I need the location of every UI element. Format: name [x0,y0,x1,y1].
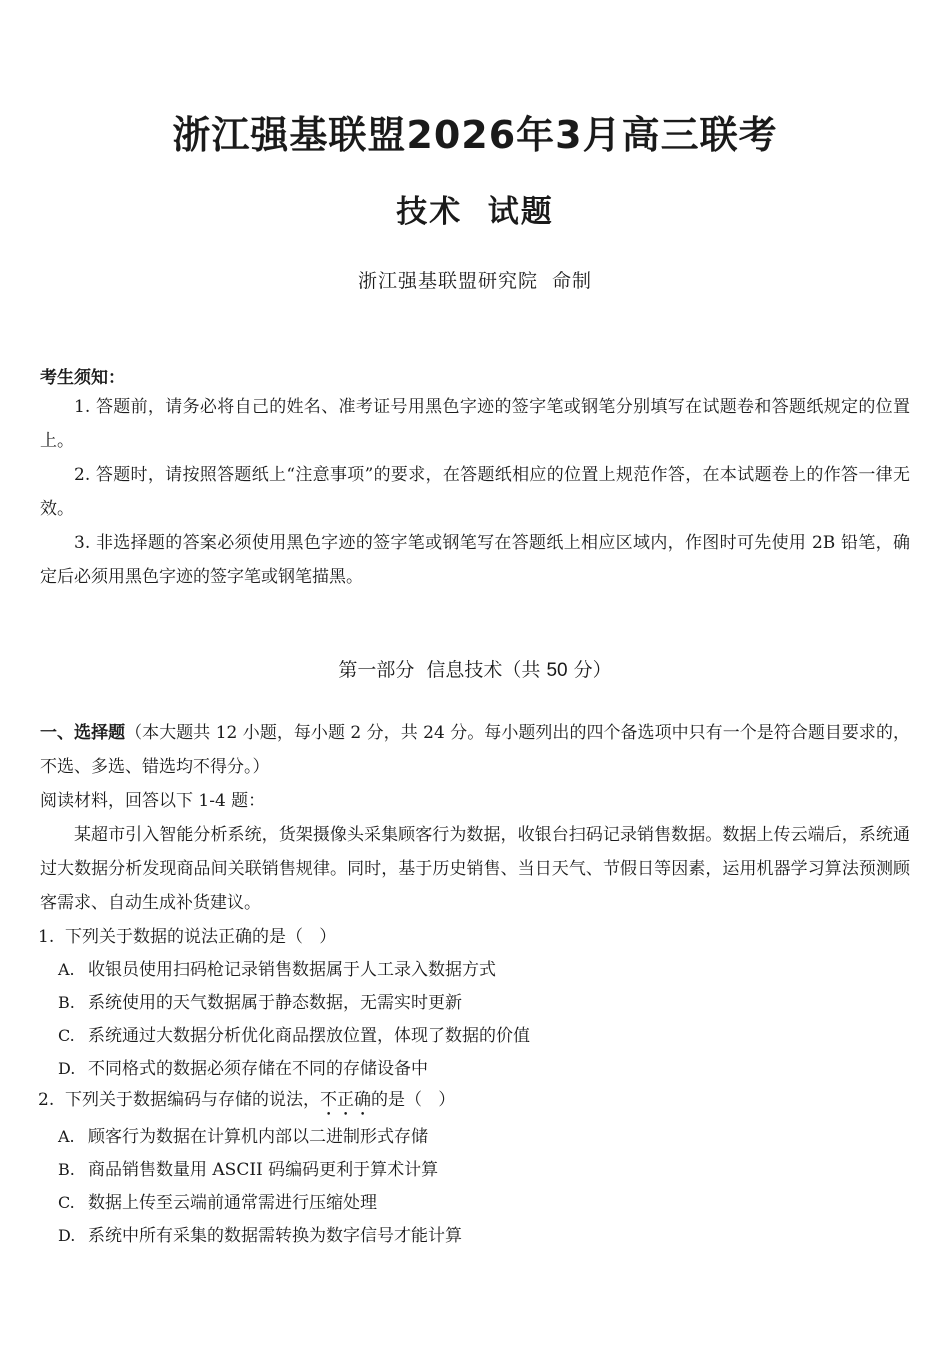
question-1-stem: 1. 下列关于数据的说法正确的是（ ） [38,927,337,947]
question-1-option-c [58,1019,530,1053]
option-letter: B. [58,993,75,1012]
part-one-heading-prefix: 第一部分 信息技术（共 [338,659,541,681]
question-1-option-a [58,953,496,987]
option-text: 系统使用的天气数据属于静态数据，无需实时更新 [88,993,462,1013]
option-text: 不同格式的数据必须存储在不同的存储设备中 [88,1059,428,1079]
exam-author: 浙江强基联盟研究院 命制 [357,270,593,292]
question-1-option-d [58,1052,428,1086]
question-2-stem-start: 2. 下列关于数据编码与存储的说法， [38,1090,321,1110]
option-text: 收银员使用扫码枪记录销售数据属于人工录入数据方式 [88,960,496,980]
option-letter: B. [58,1160,75,1179]
question-2-option-c [58,1186,377,1220]
notice-item-1: 1. 答题前，请务必将自己的姓名、准考证号用黑色字迹的签字笔或钢笔分别填写在试题卷和答题纸规定的位置上。 [40,397,910,451]
notice-item-2: 2. 答题时，请按照答题纸上“注意事项”的要求，在答题纸相应的位置上规范作答，在本试题卷上的作答一律无效。 [40,465,910,519]
option-text: 商品销售数量用 ASCII 码编码更利于算术计算 [88,1160,439,1180]
reading-material: 某超市引入智能分析系统，货架摄像头采集顾客行为数据，收银台扫码记录销售数据。数据上传云端后，系统通过大数据分析发现商品间关联销售规律。同时，基于历史销售、当日天气、节假日等因素，运用机器学习算法预测顾客需求、自动生成补货建议。 [40,825,910,913]
option-text: 系统中所有采集的数据需转换为数字信号才能计算 [88,1226,462,1246]
exam-subject-title: 技术 试题 [396,194,554,230]
choice-section-description: （本大题共 12 小题，每小题 2 分，共 24 分。每小题列出的四个备选项中只有一个是符合题目要求的，不选、多选、错选均不得分。） [40,723,910,777]
option-letter: D. [58,1226,76,1245]
notice-heading: 考生须知： [40,368,125,388]
question-2-option-d [58,1219,462,1253]
part-one-score: 50 [546,660,568,681]
option-letter: C. [58,1026,75,1045]
exam-title: 浙江强基联盟2026年3月高三联考 [172,113,778,157]
question-2-option-b [58,1153,438,1187]
option-letter: A. [58,960,75,979]
option-letter: C. [58,1193,75,1212]
question-2-stem [38,1083,455,1120]
reading-prompt: 阅读材料，回答以下 1-4 题： [40,791,266,811]
question-1-option-b [58,986,462,1020]
option-text: 数据上传至云端前通常需进行压缩处理 [88,1193,377,1213]
question-2-option-a [58,1120,428,1154]
question-2-stem-end: 的是（ ） [371,1090,456,1110]
notice-item-3: 3. 非选择题的答案必须使用黑色字迹的签字笔或钢笔写在答题纸上相应区域内，作图时可先使用 2B 铅笔，确定后必须用黑色字迹的签字笔或钢笔描黑。 [40,533,910,587]
question-2-stem-emphasis: 不正确 [320,1090,372,1110]
option-letter: A. [58,1127,75,1146]
choice-section-intro [40,716,910,784]
option-letter: D. [58,1059,76,1078]
option-text: 系统通过大数据分析优化商品摆放位置，体现了数据的价值 [88,1026,530,1046]
part-one-heading [0,655,950,682]
part-one-heading-suffix: 分） [573,659,612,681]
option-text: 顾客行为数据在计算机内部以二进制形式存储 [88,1127,428,1147]
choice-section-label: 一、选择题 [40,723,126,743]
